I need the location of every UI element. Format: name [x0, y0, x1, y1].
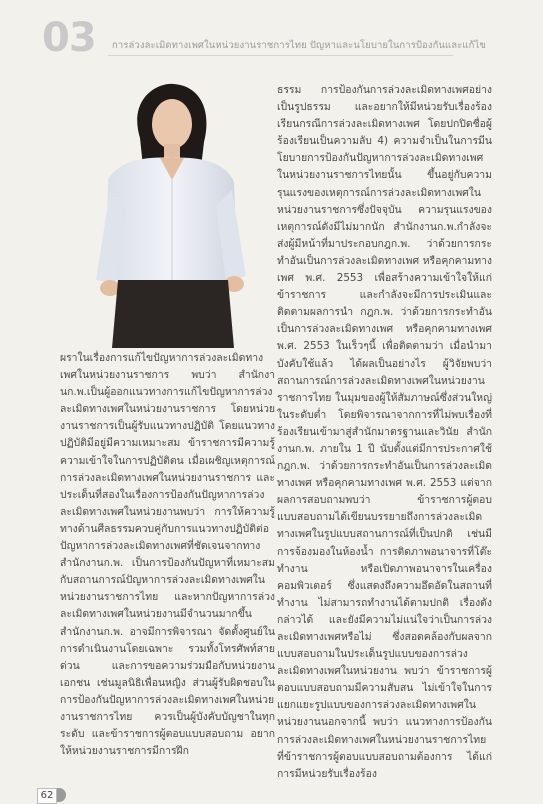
body-text-right-column	[277, 82, 492, 783]
left-column-paragraph: ผราในเรื่องการแก้ไขปัญหาการล่วงละเมิดทางเพศในหน่วยงานราชการ พบว่า สำนักงานก.พ.เป็นผู้ออกแนวทางการแก้ไขปัญหาการล่วงละเมิดทางเพศในหน่วยงานราชการ โดยหน่วยงานราชการเป็นผู้รับแนวทางปฏิบัติ โดยแนวทางปฏิบัติมีอยู่มีความเหมาะสม ข้าราชการมีความรู้ความเข้าใจในการปฏิบัติตน เมื่อเผชิญเหตุการณ์การล่วงละเมิดทางเพศในหน่วยงานราชการ และประเด็นที่สองในเรื่องการป้องกันปัญหาการล่วงละเมิดทางเพศในหน่วยงานพบว่า การให้ความรู้ทางด้านศีลธรรมควบคู่กับการแนวทางปฏิบัติต่อปัญหาการล่วงละเมิดทางเพศที่ชัดเจนจากทางสำนักงานก.พ. เป็นการป้องกันปัญหาที่เหมาะสมกับสถานการณ์ปัญหาการล่วงละเมิดทางเพศในหน่วยงานราชการไทย และหากปัญหาการล่วงละเมิดทางเพศในหน่วยงานมีจำนวนมากขึ้น สำนักงานก.พ. อาจมีการพิจารณา จัดตั้งศูนย์ในการดำเนินงานโดยเฉพาะ รวมทั้งโทรศัพท์สายด่วน และการขอความร่วมมือกับหน่วยงานเอกชน เช่นมูลนิธิเพื่อนหญิง ส่วนผู้รับผิดชอบในการป้องกันปัญหาการล่วงละเมิดทางเพศในหน่วยงานราชการไทย ควรเป็นผู้บังคับบัญชาในทุกระดับ และข้าราชการผู้ตอบแบบสอบถาม อยากให้หน่วยงานราชการมีการฝึก	[60, 352, 275, 758]
page-number: 62	[37, 788, 57, 804]
running-header-title: การล่วงละเมิดทางเพศในหน่วยงานราชการไทย ปัญหาและนโยบายในการป้องกันและแก้ไข	[112, 40, 486, 51]
chapter-number: 03	[42, 15, 96, 61]
header-divider	[108, 55, 453, 56]
right-column-paragraph: ธรรม การป้องกันการล่วงละเมิดทางเพศอย่างเป็นรูปธรรม และอยากให้มีหน่วยรับเรื่องร้องเรียนกรณีการล่วงละเมิดทางเพศ โดยปกปิดชื่อผู้ร้องเรียนเป็นความลับ 4) ความจำเป็นในการมีนโยบายการป้องกันปัญหาการล่วงละเมิดทางเพศในหน่วยงานราชการไทยนั้น ขึ้นอยู่กับความรุนแรงของเหตุการณ์การล่วงละเมิดทางเพศในหน่วยงานราชการซึ่งปัจจุบัน ความรุนแรงของเหตุการณ์ดังมีไม่มากนัก สำนักงานก.พ.กำลังจะส่งผู้มีหน้าที่มาประกอบกฎก.พ. ว่าด้วยการกระทำอันเป็นการล่วงละเมิดทางเพศ หรือคุกคามทางเพศ พ.ศ. 2553 เพื่อสร้างความเข้าใจให้แก่ข้าราชการ และกำลังจะมีการประเมินและติดตามผลการนำ กฎก.พ. ว่าด้วยการกระทำอันเป็นการล่วงละเมิดทางเพศ หรือคุกคามทางเพศ พ.ศ. 2553 ในเร็วๆนี้ เพื่อติดตามว่า เมื่อนำมาบังคับใช้แล้ว ได้ผลเป็นอย่างไร ผู้วิจัยพบว่า สถานการณ์การล่วงละเมิดทางเพศในหน่วยงานราชการไทย ในมุมของผู้ให้สัมภาษณ์ซึ่งส่วนใหญ่ในระดับต่ำ โดยพิจารณาจากการที่ไม่พบเรื่องที่ร้องเรียนเข้ามาสู่สำนักมาตรฐานและวินัย สำนักงานก.พ. ภายใน 1 ปี นับตั้งแต่มีการประกาศใช้กฎก.พ. ว่าด้วยการกระทำอันเป็นการล่วงละเมิดทางเพศ หรือคุกคามทางเพศ พ.ศ. 2553 แต่จากผลการสอบถามพบว่า ข้าราชการผู้ตอบแบบสอบถามได้เขียนบรรยายถึงการล่วงละเมิดทางเพศในรูปแบบสถานการณ์ที่เป็นปกติ เช่นมีการจ้องมองในห้องน้ำ การติดภาพอนาจารที่โต๊ะทำงาน หรือเปิดภาพอนาจารในเครื่องคอมพิวเตอร์ ซึ่งแสดงถึงความอึดอัดในสถานที่ทำงาน ไม่สามารถทำงานได้ตามปกติ เรื่องดังกล่าวได้ และยังมีความไม่แน่ใจว่าเป็นการล่วงละเมิดทางเพศหรือไม่ ซึ่งสอดคล้องกับผลจากแบบสอบถามในประเด็นรูปแบบของการล่วงละเมิดทางเพศในหน่วยงาน พบว่า ข้าราชการผู้ตอบแบบสอบถามมีความสับสน ไม่เข้าใจในการแยกแยะรูปแบบของการล่วงละเมิดทางเพศในหน่วยงานนอกจากนี้ พบว่า แนวทางการป้องกันการล่วงละเมิดทางเพศในหน่วยงานราชการไทย ที่ข้าราชการผู้ตอบแบบสอบถามต้องการ ได้แก่ การมีหน่วยรับเรื่องร้อง	[277, 84, 492, 780]
body-text-left-column	[60, 350, 275, 760]
footer-logo-icon	[57, 788, 66, 802]
page-header	[0, 0, 543, 62]
portrait-photo	[88, 80, 253, 348]
woman-portrait-illustration	[88, 80, 253, 348]
